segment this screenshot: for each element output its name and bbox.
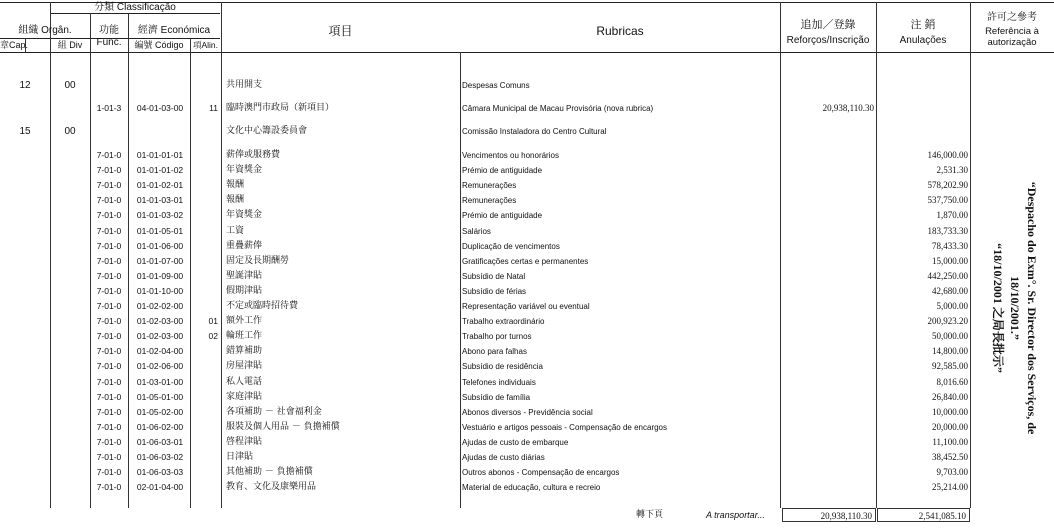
func-code: 7-01-0 <box>96 467 122 478</box>
header-organica: 組織 Orgân. <box>18 25 72 36</box>
item-zh: 啓程津貼 <box>226 436 263 447</box>
anulacao-amount: 1,870.00 <box>936 210 968 221</box>
anulacao-amount: 8,016.60 <box>936 376 968 387</box>
econ-code: 01-03-01-00 <box>136 376 184 387</box>
econ-code: 01-01-03-01 <box>136 195 184 206</box>
footer-row <box>0 508 1054 522</box>
item-zh: 臨時澳門市政局（新項目） <box>226 103 335 113</box>
table-row <box>0 344 1054 359</box>
table-row <box>0 124 1054 139</box>
table-row <box>0 314 1054 329</box>
rubrica: Prémio de antiguidade <box>462 211 543 221</box>
authorization-note <box>972 128 1052 488</box>
table-row <box>0 465 1054 480</box>
rubrica: Ajudas de custo de embarque <box>462 437 569 447</box>
anulacao-amount: 26,840.00 <box>932 391 968 402</box>
org-div: 00 <box>64 126 76 137</box>
func-code: 7-01-0 <box>96 301 122 311</box>
item-zh: 固定及長期酬勞 <box>226 255 290 266</box>
org-cap: 12 <box>19 80 31 91</box>
econ-code: 01-06-03-02 <box>136 452 184 462</box>
header-bottom-rule <box>0 52 1054 53</box>
rubrica: Outros abonos - Compensação de encargos <box>462 468 620 478</box>
footer-transport-zh: 轉下頁 <box>636 510 664 520</box>
rubrica: Subsídio de férias <box>462 286 527 296</box>
func-code: 7-01-0 <box>96 376 122 387</box>
rubrica: Salários <box>462 226 491 236</box>
header-anulacoes-zh: 注 銷 <box>910 19 936 31</box>
rubrica: Telefones individuais <box>462 377 536 387</box>
econ-code: 01-01-09-00 <box>136 270 184 281</box>
table-row <box>0 101 1054 116</box>
item-zh: 家庭津貼 <box>226 391 263 402</box>
func-code: 7-01-0 <box>96 150 122 160</box>
item-zh: 聖誕津貼 <box>226 270 263 281</box>
rubrica: Vestuário e artigos pessoais - Compensação de encargos <box>462 422 668 432</box>
anulacao-amount: 146,000.00 <box>927 150 968 160</box>
item-zh: 年資獎金 <box>226 210 263 221</box>
rubrica: Duplicação de vencimentos <box>462 241 560 251</box>
anulacao-amount: 9,703.00 <box>936 467 968 478</box>
table-row <box>0 224 1054 239</box>
item-zh: 報酬 <box>226 195 245 206</box>
item-zh: 共用開支 <box>226 80 263 90</box>
func-code: 7-01-0 <box>96 452 122 462</box>
header-rubricas: Rubricas <box>596 24 644 38</box>
anulacao-amount: 183,733.30 <box>927 225 968 236</box>
authorization-line-2: 18/10/2001.” <box>1008 276 1022 340</box>
rubrica: Representação variável ou eventual <box>462 302 590 311</box>
econ-code: 02-01-04-00 <box>136 482 184 493</box>
econ-code: 01-01-05-01 <box>136 225 184 236</box>
econ-code: 01-06-03-01 <box>136 436 184 447</box>
func-code: 7-01-0 <box>96 285 122 296</box>
table-row <box>0 269 1054 284</box>
econ-code: 01-02-06-00 <box>136 361 184 372</box>
item-zh: 報酬 <box>226 180 245 191</box>
item-zh: 服裝及個人用品 － 負擔補償 <box>226 421 340 432</box>
table-row <box>0 284 1054 299</box>
econ-code: 04-01-03-00 <box>136 103 184 113</box>
rubrica: Prémio de antiguidade <box>462 166 543 176</box>
table-row <box>0 405 1054 420</box>
econ-code: 01-01-02-01 <box>136 180 184 191</box>
org-div: 00 <box>64 80 76 91</box>
econ-code: 01-02-02-00 <box>136 301 184 311</box>
econ-code: 01-01-01-02 <box>136 165 184 176</box>
func-code: 7-01-0 <box>96 421 122 432</box>
table-row <box>0 148 1054 163</box>
header-alin: 項Alin. <box>192 40 219 50</box>
table-row <box>0 435 1054 450</box>
header-cap: 章Cap. <box>0 40 29 50</box>
anulacao-amount: 42,680.00 <box>932 285 968 296</box>
header-div: 組 Div <box>57 40 83 50</box>
table-row <box>0 375 1054 390</box>
item-zh: 私人電話 <box>226 376 263 387</box>
header-economica: 經濟 Económica <box>137 25 211 36</box>
econ-code: 01-01-07-00 <box>136 255 184 266</box>
header-codigo: 編號 Código <box>134 40 184 50</box>
anulacao-amount: 15,000.00 <box>932 255 968 266</box>
header-referencia-zh: 許可之參考 <box>987 12 1037 23</box>
func-code: 7-01-0 <box>96 180 122 191</box>
econ-code: 01-02-03-00 <box>136 316 184 327</box>
econ-code: 01-02-03-00 <box>136 331 184 342</box>
func-code: 7-01-0 <box>96 210 122 221</box>
item-zh: 其他補助 － 負擔補償 <box>226 467 313 478</box>
econ-code: 01-02-04-00 <box>136 346 184 357</box>
econ-code: 01-06-02-00 <box>136 421 184 432</box>
item-zh: 錯算補助 <box>226 346 263 357</box>
header-referencia: Referência à autorização <box>985 26 1039 48</box>
rubrica: Ajudas de custo diárias <box>462 453 545 462</box>
rubrica: Despesas Comuns <box>462 81 530 90</box>
func-code: 7-01-0 <box>96 195 122 206</box>
rubrica: Remunerações <box>462 196 517 206</box>
func-code: 7-01-0 <box>96 482 122 493</box>
item-zh: 房屋津貼 <box>226 361 263 372</box>
item-zh: 各項補助 － 社會福利金 <box>226 406 322 417</box>
anulacao-amount: 92,585.00 <box>932 361 968 372</box>
func-code: 7-01-0 <box>96 346 122 357</box>
header-reforcos: Reforços/Inscrição <box>786 35 870 46</box>
anulacao-amount: 442,250.00 <box>927 270 968 281</box>
anulacao-amount: 2,531.30 <box>936 165 968 176</box>
authorization-line-3: “18/10/2001 之局長批示” <box>991 243 1005 373</box>
rubrica: Câmara Municipal de Macau Provisória (nova rubrica) <box>462 104 654 113</box>
table-row <box>0 450 1054 465</box>
econ-code: 01-01-06-00 <box>136 240 184 251</box>
rubrica: Trabalho por turnos <box>462 332 532 342</box>
econ-code: 01-01-03-02 <box>136 210 184 221</box>
anulacao-amount: 10,000.00 <box>932 406 968 417</box>
table-row <box>0 299 1054 314</box>
func-code: 7-01-0 <box>96 225 122 236</box>
func-code: 7-01-0 <box>96 391 122 402</box>
alin-code: 11 <box>209 103 218 113</box>
anulacao-amount: 38,452.50 <box>932 452 968 462</box>
reforco-amount: 20,938,110.30 <box>822 103 874 113</box>
func-code: 7-01-0 <box>96 316 122 327</box>
rubrica: Material de educação, cultura e recreio <box>462 483 601 493</box>
anulacao-amount: 14,800.00 <box>932 346 968 357</box>
anulacao-amount: 5,000.00 <box>936 301 968 311</box>
alin-code: 02 <box>208 331 218 342</box>
item-zh: 教育、文化及康樂用品 <box>226 482 317 493</box>
table-row <box>0 329 1054 344</box>
alin-code: 01 <box>208 316 218 327</box>
econ-code: 01-06-03-03 <box>136 467 184 478</box>
header-funcional-zh: 功能 <box>99 25 119 36</box>
table-row <box>0 254 1054 269</box>
item-zh: 不定或臨時招待費 <box>226 301 299 311</box>
econ-code: 01-05-02-00 <box>136 406 184 417</box>
table-row <box>0 239 1054 254</box>
anulacao-amount: 537,750.00 <box>927 195 968 206</box>
econ-code: 01-05-01-00 <box>136 391 184 402</box>
item-zh: 假期津貼 <box>226 285 263 296</box>
item-zh: 薪俸或服務費 <box>226 150 281 160</box>
anulacao-amount: 578,202.90 <box>927 180 968 191</box>
table-row <box>0 163 1054 178</box>
header-anulacoes: Anulações <box>899 35 947 46</box>
footer-total-anulacoes: 2,541,085.10 <box>877 508 970 522</box>
anulacao-amount: 200,923.20 <box>927 316 968 327</box>
header-item: 項目 <box>328 24 353 38</box>
func-code: 7-01-0 <box>96 361 122 372</box>
econ-code: 01-01-10-00 <box>136 285 184 296</box>
rubrica: Remunerações <box>462 181 517 191</box>
func-code: 7-01-0 <box>96 165 122 176</box>
rubrica: Subsídio de Natal <box>462 271 526 281</box>
func-code: 7-01-0 <box>96 270 122 281</box>
anulacao-amount: 20,000.00 <box>932 421 968 432</box>
anulacao-amount: 25,214.00 <box>932 482 968 493</box>
header-reforcos-zh: 追加／登錄 <box>800 19 856 31</box>
table-row <box>0 480 1054 495</box>
table-row <box>0 420 1054 435</box>
table-row <box>0 390 1054 405</box>
table-row <box>0 178 1054 193</box>
anulacao-amount: 11,100.00 <box>932 436 968 447</box>
func-code: 7-01-0 <box>96 240 122 251</box>
func-code: 7-01-0 <box>96 331 122 342</box>
table-row <box>0 78 1054 93</box>
rubrica: Subsídio de residência <box>462 362 543 372</box>
rubrica: Abonos diversos - Previdência social <box>462 407 593 417</box>
anulacao-amount: 78,433.30 <box>932 240 968 251</box>
header-sub-rule <box>50 13 220 14</box>
item-zh: 日津貼 <box>226 452 254 462</box>
table-row <box>0 193 1054 208</box>
anulacao-amount: 50,000.00 <box>932 331 968 342</box>
rubrica: Subsídio de família <box>462 392 531 402</box>
table-row <box>0 208 1054 223</box>
table-row <box>0 359 1054 374</box>
func-code: 7-01-0 <box>96 255 122 266</box>
authorization-line-1: “Despacho do Exm°. Sr. Director dos Serviços, de <box>1025 181 1039 435</box>
econ-code: 01-01-01-01 <box>136 150 184 160</box>
rubrica: Comissão Instaladora do Centro Cultural <box>462 127 607 136</box>
item-zh: 文化中心籌設委員會 <box>226 126 308 136</box>
footer-total-reforcos: 20,938,110.30 <box>782 508 876 522</box>
rubrica: Gratificações certas e permanentes <box>462 256 589 266</box>
item-zh: 輪班工作 <box>226 331 263 342</box>
item-zh: 額外工作 <box>226 316 263 327</box>
header-funcional: Func. <box>96 37 122 48</box>
header-classificacao: 分類 Classificação <box>94 2 176 13</box>
rubrica: Vencimentos ou honorários <box>462 151 559 160</box>
func-code: 7-01-0 <box>96 436 122 447</box>
func-code: 1-01-3 <box>96 103 122 113</box>
rubrica: Trabalho extraordinário <box>462 317 545 327</box>
item-zh: 年資獎金 <box>226 165 263 176</box>
item-zh: 工資 <box>226 225 245 236</box>
footer-transport: A transportar... <box>706 510 765 520</box>
func-code: 7-01-0 <box>96 406 122 417</box>
item-zh: 重疊薪俸 <box>226 240 263 251</box>
org-cap: 15 <box>19 126 31 137</box>
rubrica: Abono para falhas <box>462 347 527 357</box>
